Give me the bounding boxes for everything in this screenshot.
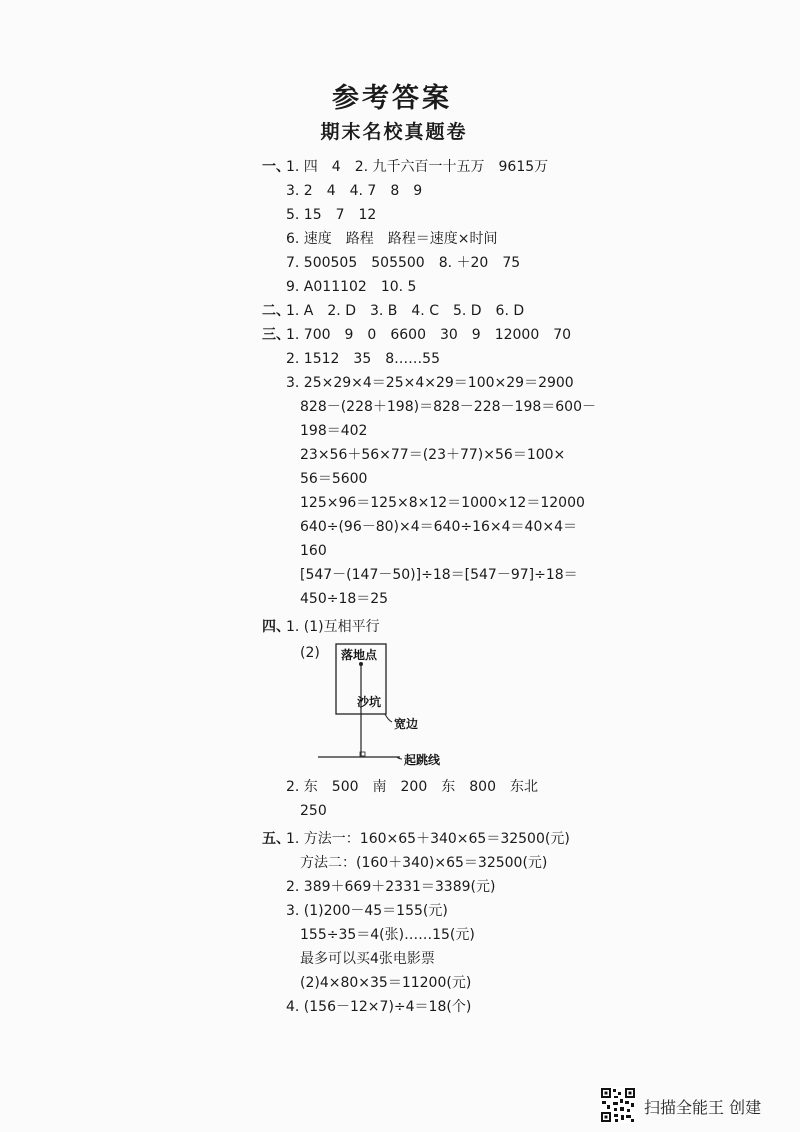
answer-line: 9. A011102 10. 5 [286,279,417,295]
width-edge-label: 宽边 [394,717,419,731]
answer-line: 1. A 2. D 3. B 4. C 5. D 6. D [286,303,525,319]
answer-line: 1. (1)互相平行 [286,619,380,635]
answer-line: 2. 389＋669＋2331＝3389(元) [286,879,496,895]
answer-line: 1. 四 4 2. 九千六百一十五万 9615万 [286,159,549,175]
answer-line: 56＝5600 [300,471,368,487]
answer-line: (2) [300,645,320,661]
watermark-text: 扫描全能王 创建 [644,1098,762,1117]
answer-line: 155÷35＝4(张)……15(元) [300,927,475,943]
answer-line: 125×96＝125×8×12＝1000×12＝12000 [300,495,585,511]
answer-line: 1. 方法一：160×65＋340×65＝32500(元) [286,831,570,847]
width-edge-pointer [385,714,392,722]
section-3-label: 三、 [262,327,290,343]
takeoff-line-label: 起跳线 [404,753,441,767]
answer-line: (2)4×80×35＝11200(元) [300,975,472,991]
answer-line: 160 [300,543,327,559]
long-jump-diagram [300,640,480,772]
answer-line: 5. 15 7 12 [286,207,377,223]
qr-code-icon [600,1087,636,1123]
answer-line: 最多可以买4张电影票 [300,951,435,967]
answer-line: 450÷18＝25 [300,591,389,607]
answer-line: [547－(147－50)]÷18＝[547－97]÷18＝ [300,567,578,583]
section-2-label: 二、 [262,303,290,319]
answer-line: 3. 25×29×4＝25×4×29＝100×29＝2900 [286,375,574,391]
answer-line: 方法二：(160＋340)×65＝32500(元) [300,855,548,871]
answer-line: 1. 700 9 0 6600 30 9 12000 70 [286,327,572,343]
landing-point-dot [359,662,363,666]
section-5-label: 五、 [262,831,290,847]
page-subtitle: 期末名校真题卷 [320,121,468,143]
answer-line: 198＝402 [300,423,368,439]
answer-line: 3. 2 4 4. 7 8 9 [286,183,423,199]
answer-line: 2. 东 500 南 200 东 800 东北 [286,779,538,795]
scanner-watermark [600,1087,790,1123]
section-1-label: 一、 [262,159,290,175]
answer-line: 6. 速度 路程 路程＝速度×时间 [286,231,498,247]
answer-line: 2. 1512 35 8……55 [286,351,440,367]
page-title: 参考答案 [332,83,452,114]
section-4-label: 四、 [262,619,290,635]
answer-line: 23×56＋56×77＝(23＋77)×56＝100× [300,447,566,463]
answer-line: 4. (156－12×7)÷4＝18(个) [286,999,472,1015]
answer-line: 828－(228＋198)＝828－228－198＝600－ [300,399,596,415]
answer-line: 640÷(96－80)×4＝640÷16×4＝40×4＝ [300,519,577,535]
sand-pit-label: 沙坑 [357,695,382,709]
answer-line: 250 [300,803,327,819]
landing-point-label: 落地点 [341,648,378,662]
answer-line: 3. (1)200－45＝155(元) [286,903,448,919]
answer-line: 7. 500505 505500 8. ＋20 75 [286,255,521,271]
